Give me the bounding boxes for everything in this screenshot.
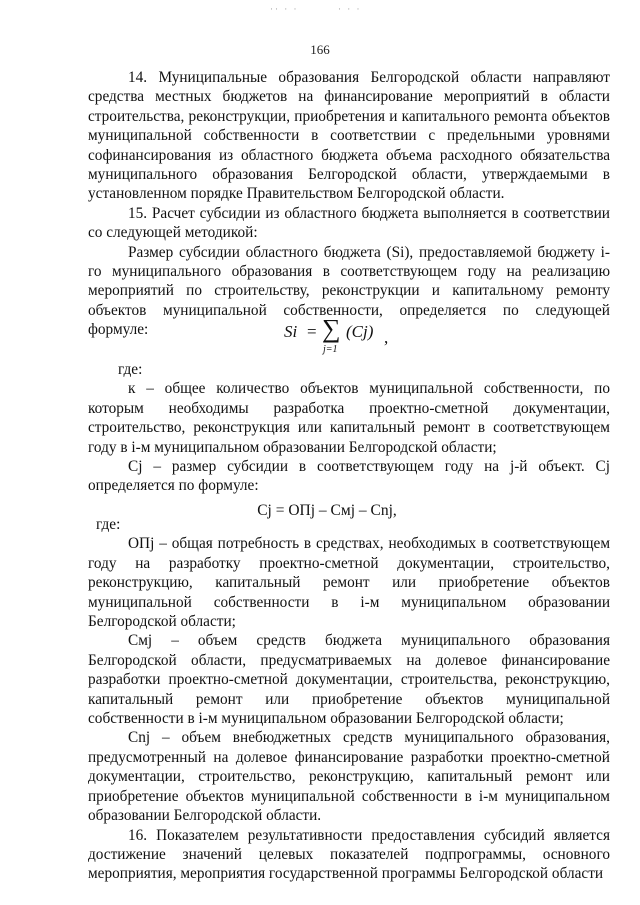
sigma-lower-limit: j=1 xyxy=(323,344,338,355)
text-block-defs1 xyxy=(88,360,610,496)
definition-cmj: Cмj – объем средств бюджета муниципального образования Белгородской области, предусматриваемых на долевое финансирование разработки проектно-сметной документации, строительства, реконструкцию, капитальный ремонт или приобретение объектов муниципальной собственности в i-м муниципальном образовании Белгородской области; xyxy=(88,632,610,728)
where-label-2: где: xyxy=(96,516,121,533)
definition-k: к – общее количество объектов муниципальной собственности, по которым необходимы разработка проектно-сметной документации, строительство, реконструкция или капитальный ремонт в соответствующем году в i-м муниципальном образовании Белгородской области; xyxy=(88,380,610,456)
definition-cj: Cj – размер субсидии в соответствующем году на j-й объект. Cj определяется по формуле: xyxy=(88,458,610,495)
formula-lhs: Si xyxy=(284,322,298,341)
sigma-symbol: ∑ xyxy=(322,314,341,343)
text-block-defs2 xyxy=(88,515,610,884)
page-number: 166 xyxy=(310,42,330,57)
scan-artifact: · · · xyxy=(338,4,362,14)
definition-cnj: Cnj – объем внебюджетных средств муниципального образования, предусмотренный на долевое финансирование разработки проектно-сметной документации, строительство, реконструкцию, капитальный ремонт или приобретение объектов муниципальной собственности в i-м муниципальном образовании Белгородской области. xyxy=(88,729,610,825)
paragraph-15: 15. Расчет субсидии из областного бюджета выполняется в соответствии со следующей методикой: xyxy=(88,204,610,242)
paragraph-14: 14. Муниципальные образования Белгородской области направляют средства местных бюджетов на финансирование мероприятий в области строительства, реконструкции, приобретения и капитального ремонта объектов муниципальной собственности в соответствии с предельными уровнями софинансирования из областного бюджета объема расходного обязательства муниципального образования Белгородской области, утверждаемыми в установленном порядке Правительством Белгородской области. xyxy=(88,69,610,203)
formula-comma: , xyxy=(384,328,389,347)
scan-artifact: ·· · · xyxy=(270,4,299,14)
formula-term: (Cj) xyxy=(346,322,374,341)
text-block-top xyxy=(88,68,610,343)
definition-opj: ОПj – общая потребность в средствах, необходимых в соответствующем году на разработку проектно-сметной документации, строительство, реконструкцию, капитальный ремонт или приобретение объектов муниципальной собственности в i-м муниципальном образовании Белгородской области; xyxy=(88,535,610,631)
formula-sum xyxy=(0,312,640,360)
formula-cj: Cj = ОПj – Cмj – Cnj, xyxy=(257,502,397,519)
paragraph-16: 16. Показателем результативности предоставления субсидий является достижение значений целевых показателей подпрограммы, основного мероприятия, мероприятия государственной программы Белгородской области xyxy=(88,826,610,883)
formula-equals: = xyxy=(307,322,317,341)
where-label-1: где: xyxy=(118,361,143,378)
paragraph-15b: Размер субсидии областного бюджета (Si), предоставляемой бюджету i-го муниципального образования в соответствующем году на реализацию мероприятий по строительству, реконструкции и капитальному ремонту объектов муниципальной собственности, определяется по следующей формуле: xyxy=(88,243,610,339)
